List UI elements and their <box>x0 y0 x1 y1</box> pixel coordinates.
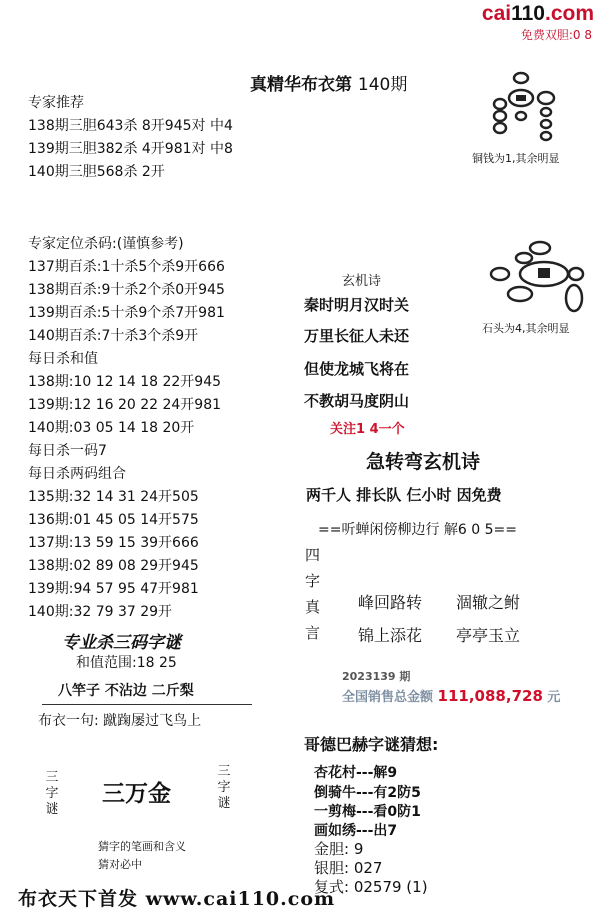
turn-poem-title: 急转弯玄机诗 <box>366 451 481 473</box>
four-char-item: 锦上添花 <box>358 626 423 645</box>
four-char-label-4: 言 <box>305 624 321 642</box>
daily-two-heading: 每日杀两码组合 <box>28 466 126 482</box>
gold-dan: 金胆: 9 <box>314 840 364 858</box>
stone-figure <box>486 238 586 314</box>
goedel-line: 一剪梅---看0防1 <box>314 804 421 820</box>
sanwanjin: 三万金 <box>102 781 171 807</box>
stone-caption: 石头为4,其余明显 <box>482 322 570 335</box>
sum-range: 和值范围:18 25 <box>76 655 177 671</box>
daily-two-line: 138期:02 89 08 29开945 <box>28 558 199 574</box>
goedel-line: 杏花村---解9 <box>314 765 398 781</box>
free-pick-badge: 免费双胆:0 8 <box>520 28 592 42</box>
daily-one: 每日杀一码7 <box>28 443 107 459</box>
expert-line: 140期三胆568杀 2开 <box>28 164 165 180</box>
poem-title: 玄机诗 <box>342 274 382 289</box>
turn-poem-line: 两千人 排长队 仨小时 因免费 <box>306 486 502 504</box>
position-line: 140期百杀:7十杀3个杀9开 <box>28 328 199 344</box>
cicada-line: ==听蝉闲傍柳边行 解6 0 5== <box>318 522 517 538</box>
daily-two-line: 135期:32 14 31 24开505 <box>28 489 199 505</box>
sales-amount: 111,088,728 <box>437 687 543 705</box>
guess-note: 猜字的笔画和含义 <box>98 840 186 853</box>
guess-note: 猜对必中 <box>98 858 142 871</box>
coin-figure <box>488 68 568 144</box>
poem-line: 万里长征人未还 <box>304 327 410 345</box>
riddle-heading: 专业杀三码字谜 <box>62 633 181 653</box>
sales-total: 全国销售总金额 111,088,728 元 <box>342 687 561 705</box>
four-char-label-1: 四 <box>305 546 321 564</box>
coin-caption: 铜钱为1,其余明显 <box>472 152 560 165</box>
position-heading: 专家定位杀码:(谨慎参考) <box>28 236 184 252</box>
four-char-item: 峰回路转 <box>358 593 423 612</box>
daily-two-line: 136期:01 45 05 14开575 <box>28 512 199 528</box>
three-char-right: 三字谜 <box>217 764 231 811</box>
draw-number: 2023139 期 <box>342 670 411 683</box>
page-title: 真精华布衣第 140期 <box>250 75 408 95</box>
position-line: 137期百杀:1十杀5个杀9开666 <box>28 259 225 275</box>
three-char-left: 三字谜 <box>45 770 59 817</box>
silver-dan: 银胆: 027 <box>314 859 383 877</box>
footer-banner[interactable]: 布衣天下首发 www.cai110.com <box>18 888 336 910</box>
expert-line: 138期三胆643杀 8开945对 中4 <box>28 118 233 134</box>
divider <box>42 704 252 705</box>
position-line: 138期百杀:9十杀2个杀0开945 <box>28 282 225 298</box>
expert-line: 139期三胆382杀 4开981对 中8 <box>28 141 233 157</box>
position-line: 139期百杀:5十杀9个杀7开981 <box>28 305 225 321</box>
daily-two-line: 137期:13 59 15 39开666 <box>28 535 199 551</box>
goedel-line: 倒骑牛---有2防5 <box>314 785 421 801</box>
follow-note: 关注1 4一个 <box>330 422 405 437</box>
daily-sum-line: 140期:03 05 14 18 20开 <box>28 420 195 436</box>
daily-two-line: 139期:94 57 95 47开981 <box>28 581 199 597</box>
poem-line: 秦时明月汉时关 <box>304 296 410 314</box>
poem-line: 但使龙城飞将在 <box>304 360 410 378</box>
four-char-item: 涸辙之鲋 <box>456 593 521 612</box>
daily-sum-line: 139期:12 16 20 22 24开981 <box>28 397 222 413</box>
daily-two-line: 140期:32 79 37 29开 <box>28 604 173 620</box>
poem-line: 不教胡马度阴山 <box>304 392 410 410</box>
daily-sum-heading: 每日杀和值 <box>28 351 98 367</box>
expert-heading: 专家推荐 <box>28 95 84 111</box>
goedel-title: 哥德巴赫字谜猜想: <box>304 735 439 754</box>
four-char-item: 亭亭玉立 <box>456 626 521 645</box>
four-char-label-3: 真 <box>305 598 321 616</box>
four-char-label-2: 字 <box>305 572 321 590</box>
goedel-line: 画如绣---出7 <box>314 823 398 839</box>
eight-pole-riddle: 八竿子 不沾边 二斤梨 <box>58 683 194 699</box>
daily-sum-line: 138期:10 12 14 18 22开945 <box>28 374 222 390</box>
multi-pick: 复式: 02579 (1) <box>314 878 428 896</box>
site-logo[interactable]: cai110.com <box>481 2 594 25</box>
buyi-line: 布衣一句: 蹴踘屡过飞鸟上 <box>38 713 202 729</box>
issue-number: 140期 <box>357 75 408 95</box>
